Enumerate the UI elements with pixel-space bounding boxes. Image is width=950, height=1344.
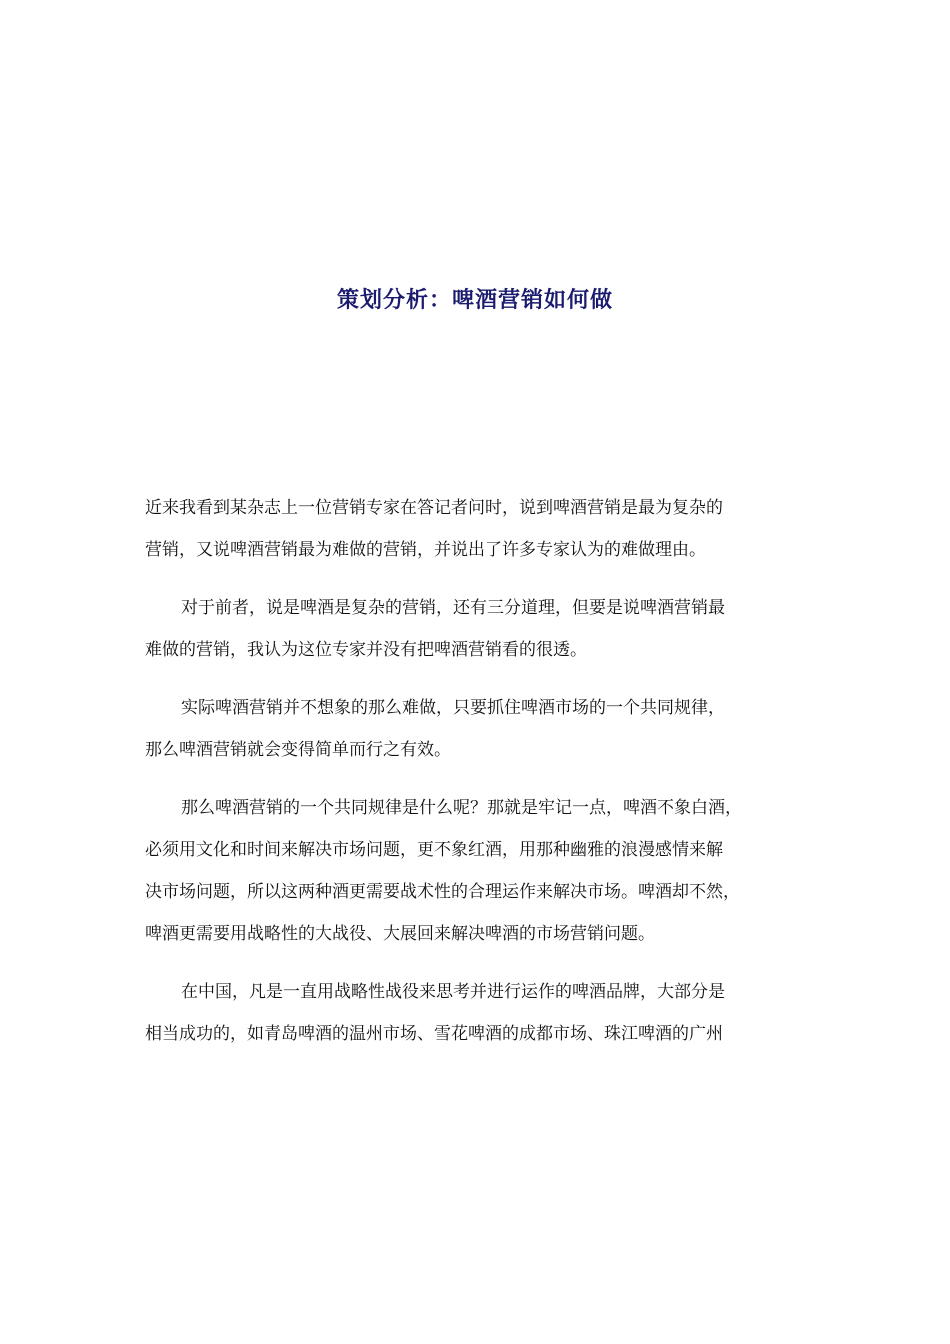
text-line: 对于前者，说是啤酒是复杂的营销，还有三分道理，但要是说啤酒营销最 bbox=[181, 598, 725, 618]
text-line: 相当成功的，如青岛啤酒的温州市场、雪花啤酒的成都市场、珠江啤酒的广州 bbox=[145, 1024, 723, 1044]
text-line: 在中国，凡是一直用战略性战役来思考并进行运作的啤酒品牌，大部分是 bbox=[181, 982, 725, 1002]
text-line: 近来我看到某杂志上一位营销专家在答记者问时，说到啤酒营销是最为复杂的 bbox=[145, 498, 723, 518]
paragraph-5 bbox=[145, 971, 805, 1055]
document-body bbox=[145, 487, 805, 1071]
text-line: 那么啤酒营销就会变得简单而行之有效。 bbox=[145, 740, 451, 760]
text-line: 营销，又说啤酒营销最为难做的营销，并说出了许多专家认为的难做理由。 bbox=[145, 540, 706, 560]
paragraph-1 bbox=[145, 487, 805, 571]
document-title: 策划分析：啤酒营销如何做 bbox=[336, 288, 613, 313]
text-line: 那么啤酒营销的一个共同规律是什么呢？那就是牢记一点，啤酒不象白酒， bbox=[181, 798, 742, 818]
text-line: 啤酒更需要用战略性的大战役、大展回来解决啤酒的市场营销问题。 bbox=[145, 924, 655, 944]
text-line: 决市场问题，所以这两种酒更需要战术性的合理运作来解决市场。啤酒却不然， bbox=[145, 882, 740, 902]
text-line: 实际啤酒营销并不想象的那么难做，只要抓住啤酒市场的一个共同规律， bbox=[181, 698, 725, 718]
paragraph-3 bbox=[145, 687, 805, 771]
paragraph-2 bbox=[145, 587, 805, 671]
paragraph-4 bbox=[145, 787, 805, 955]
text-line: 难做的营销，我认为这位专家并没有把啤酒营销看的很透。 bbox=[145, 640, 587, 660]
text-line: 必须用文化和时间来解决市场问题，更不象红酒，用那种幽雅的浪漫感情来解 bbox=[145, 840, 723, 860]
